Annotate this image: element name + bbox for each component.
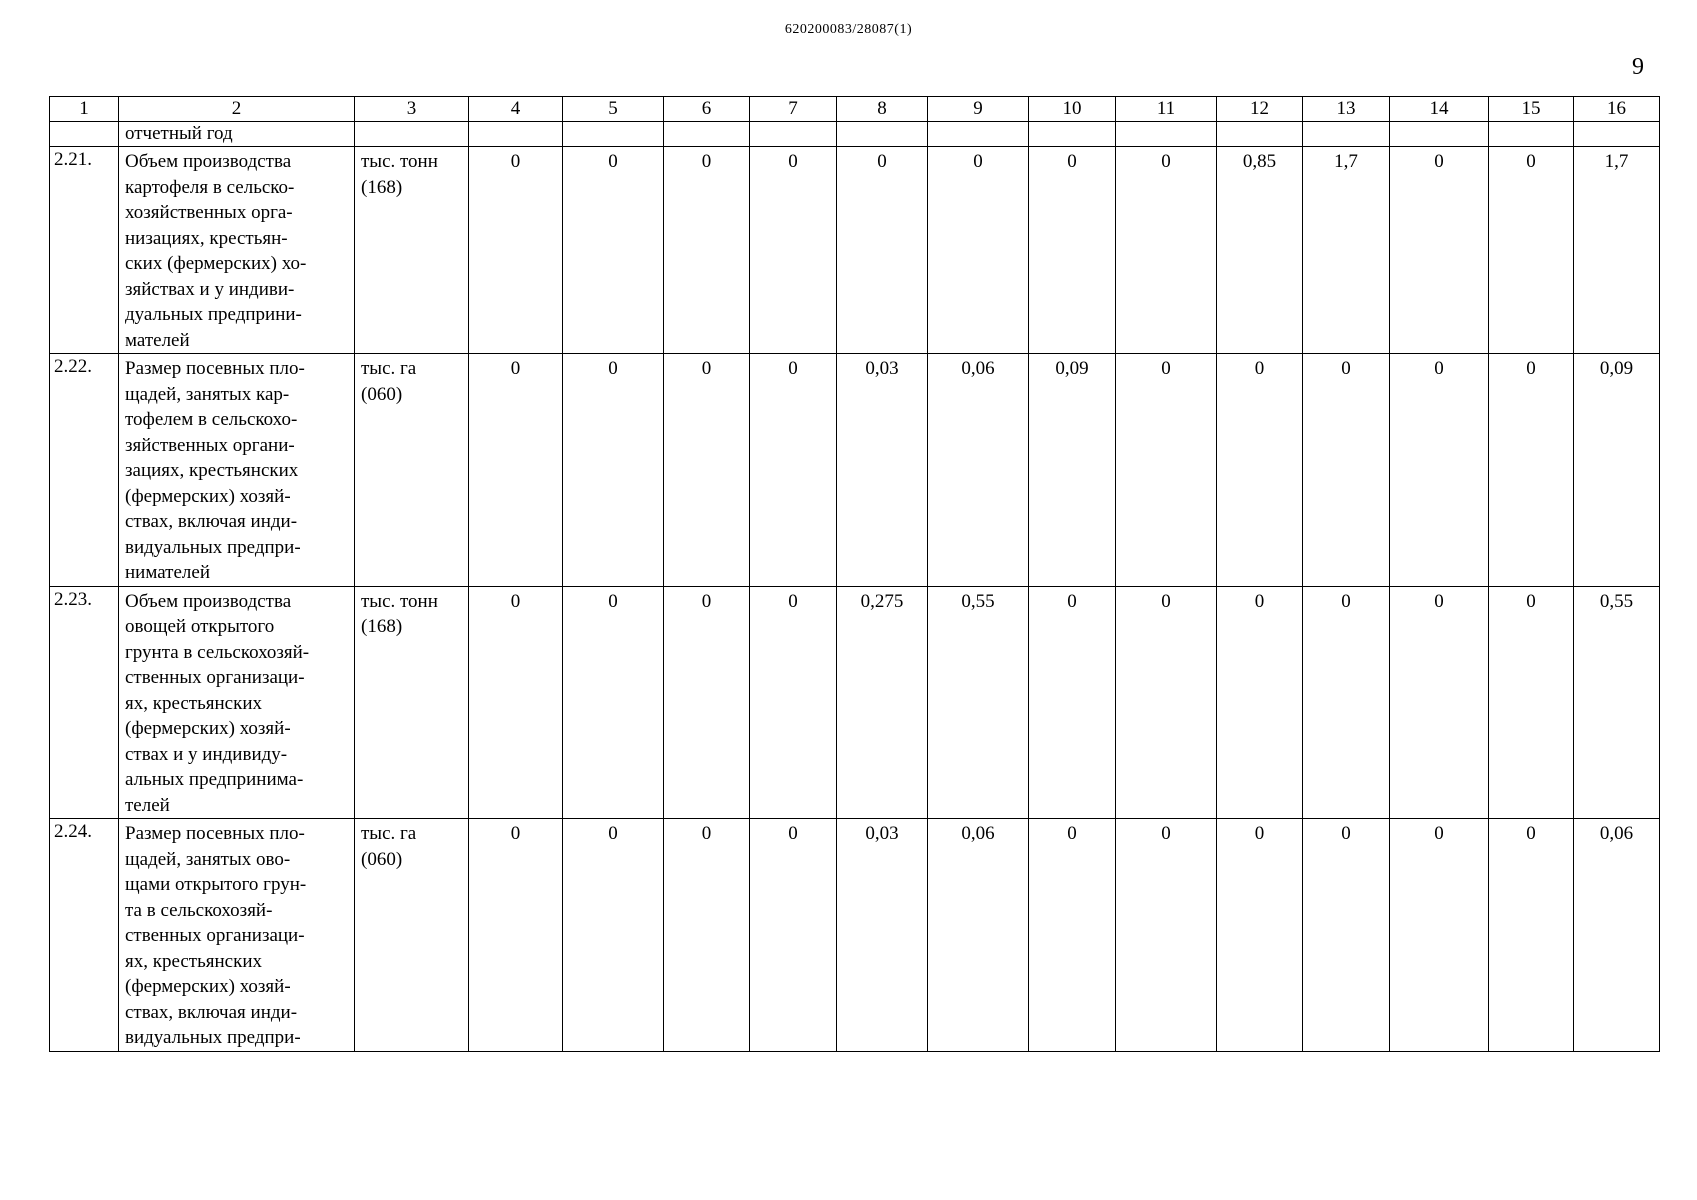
table-body bbox=[50, 147, 1660, 1052]
value-cell: 0 bbox=[563, 819, 664, 1052]
column-number: 2 bbox=[119, 97, 355, 122]
value-cell: 0 bbox=[1390, 354, 1489, 587]
column-number: 7 bbox=[750, 97, 837, 122]
column-number: 8 bbox=[837, 97, 928, 122]
value-cell: 0,55 bbox=[928, 586, 1029, 819]
value-cell: 0 bbox=[1489, 586, 1574, 819]
value-cell: 0 bbox=[469, 354, 563, 587]
column-number: 3 bbox=[355, 97, 469, 122]
row-number: 2.21. bbox=[50, 147, 119, 354]
continuation-row bbox=[50, 122, 1660, 147]
value-cell: 0 bbox=[1116, 819, 1217, 1052]
row-label: Размер посевных пло- щадей, занятых ово- щами открытого грун- та в сельскохозяй- ственных организаци- ях, крестьянских (фермерских) хозяй- ствах, включая инди- видуальных предпри- bbox=[119, 819, 355, 1052]
row-number: 2.23. bbox=[50, 586, 119, 819]
row-unit: тыс. тонн (168) bbox=[355, 147, 469, 354]
value-cell: 0 bbox=[1217, 819, 1303, 1052]
value-cell: 0,06 bbox=[928, 819, 1029, 1052]
value-cell: 0 bbox=[1303, 819, 1390, 1052]
table-cell bbox=[750, 122, 837, 147]
column-number: 4 bbox=[469, 97, 563, 122]
value-cell: 0 bbox=[664, 819, 750, 1052]
table-cell bbox=[1574, 122, 1660, 147]
value-cell: 0,275 bbox=[837, 586, 928, 819]
value-cell: 1,7 bbox=[1303, 147, 1390, 354]
row-number: 2.22. bbox=[50, 354, 119, 587]
table-cell bbox=[837, 122, 928, 147]
row-label: Объем производства картофеля в сельско- хозяйственных орга- низациях, крестьян- ских (фермерских) хо- зяйствах и у индиви- дуальных предприни- мателей bbox=[119, 147, 355, 354]
table-row bbox=[50, 354, 1660, 587]
row-number: 2.24. bbox=[50, 819, 119, 1052]
column-number: 11 bbox=[1116, 97, 1217, 122]
row-unit: тыс. га (060) bbox=[355, 354, 469, 587]
value-cell: 0,09 bbox=[1029, 354, 1116, 587]
table-cell bbox=[563, 122, 664, 147]
table-row bbox=[50, 586, 1660, 819]
value-cell: 0 bbox=[1390, 819, 1489, 1052]
value-cell: 0 bbox=[750, 354, 837, 587]
value-cell: 0 bbox=[1029, 819, 1116, 1052]
value-cell: 0,03 bbox=[837, 354, 928, 587]
page-number: 9 bbox=[1632, 54, 1644, 80]
table-cell bbox=[1489, 122, 1574, 147]
column-number: 15 bbox=[1489, 97, 1574, 122]
table-cell bbox=[1217, 122, 1303, 147]
value-cell: 0 bbox=[1489, 147, 1574, 354]
column-number: 10 bbox=[1029, 97, 1116, 122]
value-cell: 0 bbox=[1116, 147, 1217, 354]
value-cell: 0 bbox=[1390, 147, 1489, 354]
value-cell: 0 bbox=[1029, 586, 1116, 819]
value-cell: 0 bbox=[664, 354, 750, 587]
value-cell: 0 bbox=[563, 354, 664, 587]
table-cell bbox=[355, 122, 469, 147]
column-number: 9 bbox=[928, 97, 1029, 122]
continuation-text: отчетный год bbox=[119, 122, 355, 147]
value-cell: 0,85 bbox=[1217, 147, 1303, 354]
table-cell bbox=[469, 122, 563, 147]
value-cell: 0 bbox=[750, 147, 837, 354]
value-cell: 0,03 bbox=[837, 819, 928, 1052]
value-cell: 0 bbox=[928, 147, 1029, 354]
value-cell: 0 bbox=[1489, 819, 1574, 1052]
table-cell bbox=[50, 122, 119, 147]
row-unit: тыс. тонн (168) bbox=[355, 586, 469, 819]
column-number: 16 bbox=[1574, 97, 1660, 122]
table-cell bbox=[928, 122, 1029, 147]
row-label: Размер посевных пло- щадей, занятых кар- тофелем в сельскохо- зяйственных органи- зациях, крестьянских (фермерских) хозяй- ствах, включая инди- видуальных предпри- нимателей bbox=[119, 354, 355, 587]
value-cell: 0 bbox=[750, 819, 837, 1052]
table-cell bbox=[1116, 122, 1217, 147]
value-cell: 0 bbox=[469, 586, 563, 819]
value-cell: 0 bbox=[1116, 354, 1217, 587]
table-row bbox=[50, 147, 1660, 354]
value-cell: 0 bbox=[664, 586, 750, 819]
column-number: 12 bbox=[1217, 97, 1303, 122]
value-cell: 0 bbox=[837, 147, 928, 354]
value-cell: 0 bbox=[1390, 586, 1489, 819]
value-cell: 0,55 bbox=[1574, 586, 1660, 819]
value-cell: 0 bbox=[1116, 586, 1217, 819]
column-number: 14 bbox=[1390, 97, 1489, 122]
column-number: 1 bbox=[50, 97, 119, 122]
value-cell: 0 bbox=[1489, 354, 1574, 587]
table-cell bbox=[1303, 122, 1390, 147]
document-id: 620200083/28087(1) bbox=[784, 22, 913, 37]
value-cell: 0 bbox=[1029, 147, 1116, 354]
value-cell: 0,09 bbox=[1574, 354, 1660, 587]
value-cell: 0 bbox=[1217, 586, 1303, 819]
value-cell: 0 bbox=[469, 819, 563, 1052]
value-cell: 0 bbox=[1217, 354, 1303, 587]
column-number: 13 bbox=[1303, 97, 1390, 122]
value-cell: 0 bbox=[469, 147, 563, 354]
value-cell: 0,06 bbox=[928, 354, 1029, 587]
data-table bbox=[49, 96, 1660, 1052]
column-number: 5 bbox=[563, 97, 664, 122]
value-cell: 1,7 bbox=[1574, 147, 1660, 354]
table-cell bbox=[664, 122, 750, 147]
value-cell: 0 bbox=[1303, 354, 1390, 587]
column-number: 6 bbox=[664, 97, 750, 122]
table-row bbox=[50, 819, 1660, 1052]
value-cell: 0 bbox=[1303, 586, 1390, 819]
value-cell: 0 bbox=[750, 586, 837, 819]
row-unit: тыс. га (060) bbox=[355, 819, 469, 1052]
row-label: Объем производства овощей открытого грунта в сельскохозяй- ственных организаци- ях, крестьянских (фермерских) хозяй- ствах и у индивиду- альных предпринима- телей bbox=[119, 586, 355, 819]
value-cell: 0 bbox=[563, 586, 664, 819]
table-cell bbox=[1029, 122, 1116, 147]
value-cell: 0 bbox=[664, 147, 750, 354]
value-cell: 0 bbox=[563, 147, 664, 354]
table-cell bbox=[1390, 122, 1489, 147]
value-cell: 0,06 bbox=[1574, 819, 1660, 1052]
column-number-row bbox=[50, 97, 1660, 122]
